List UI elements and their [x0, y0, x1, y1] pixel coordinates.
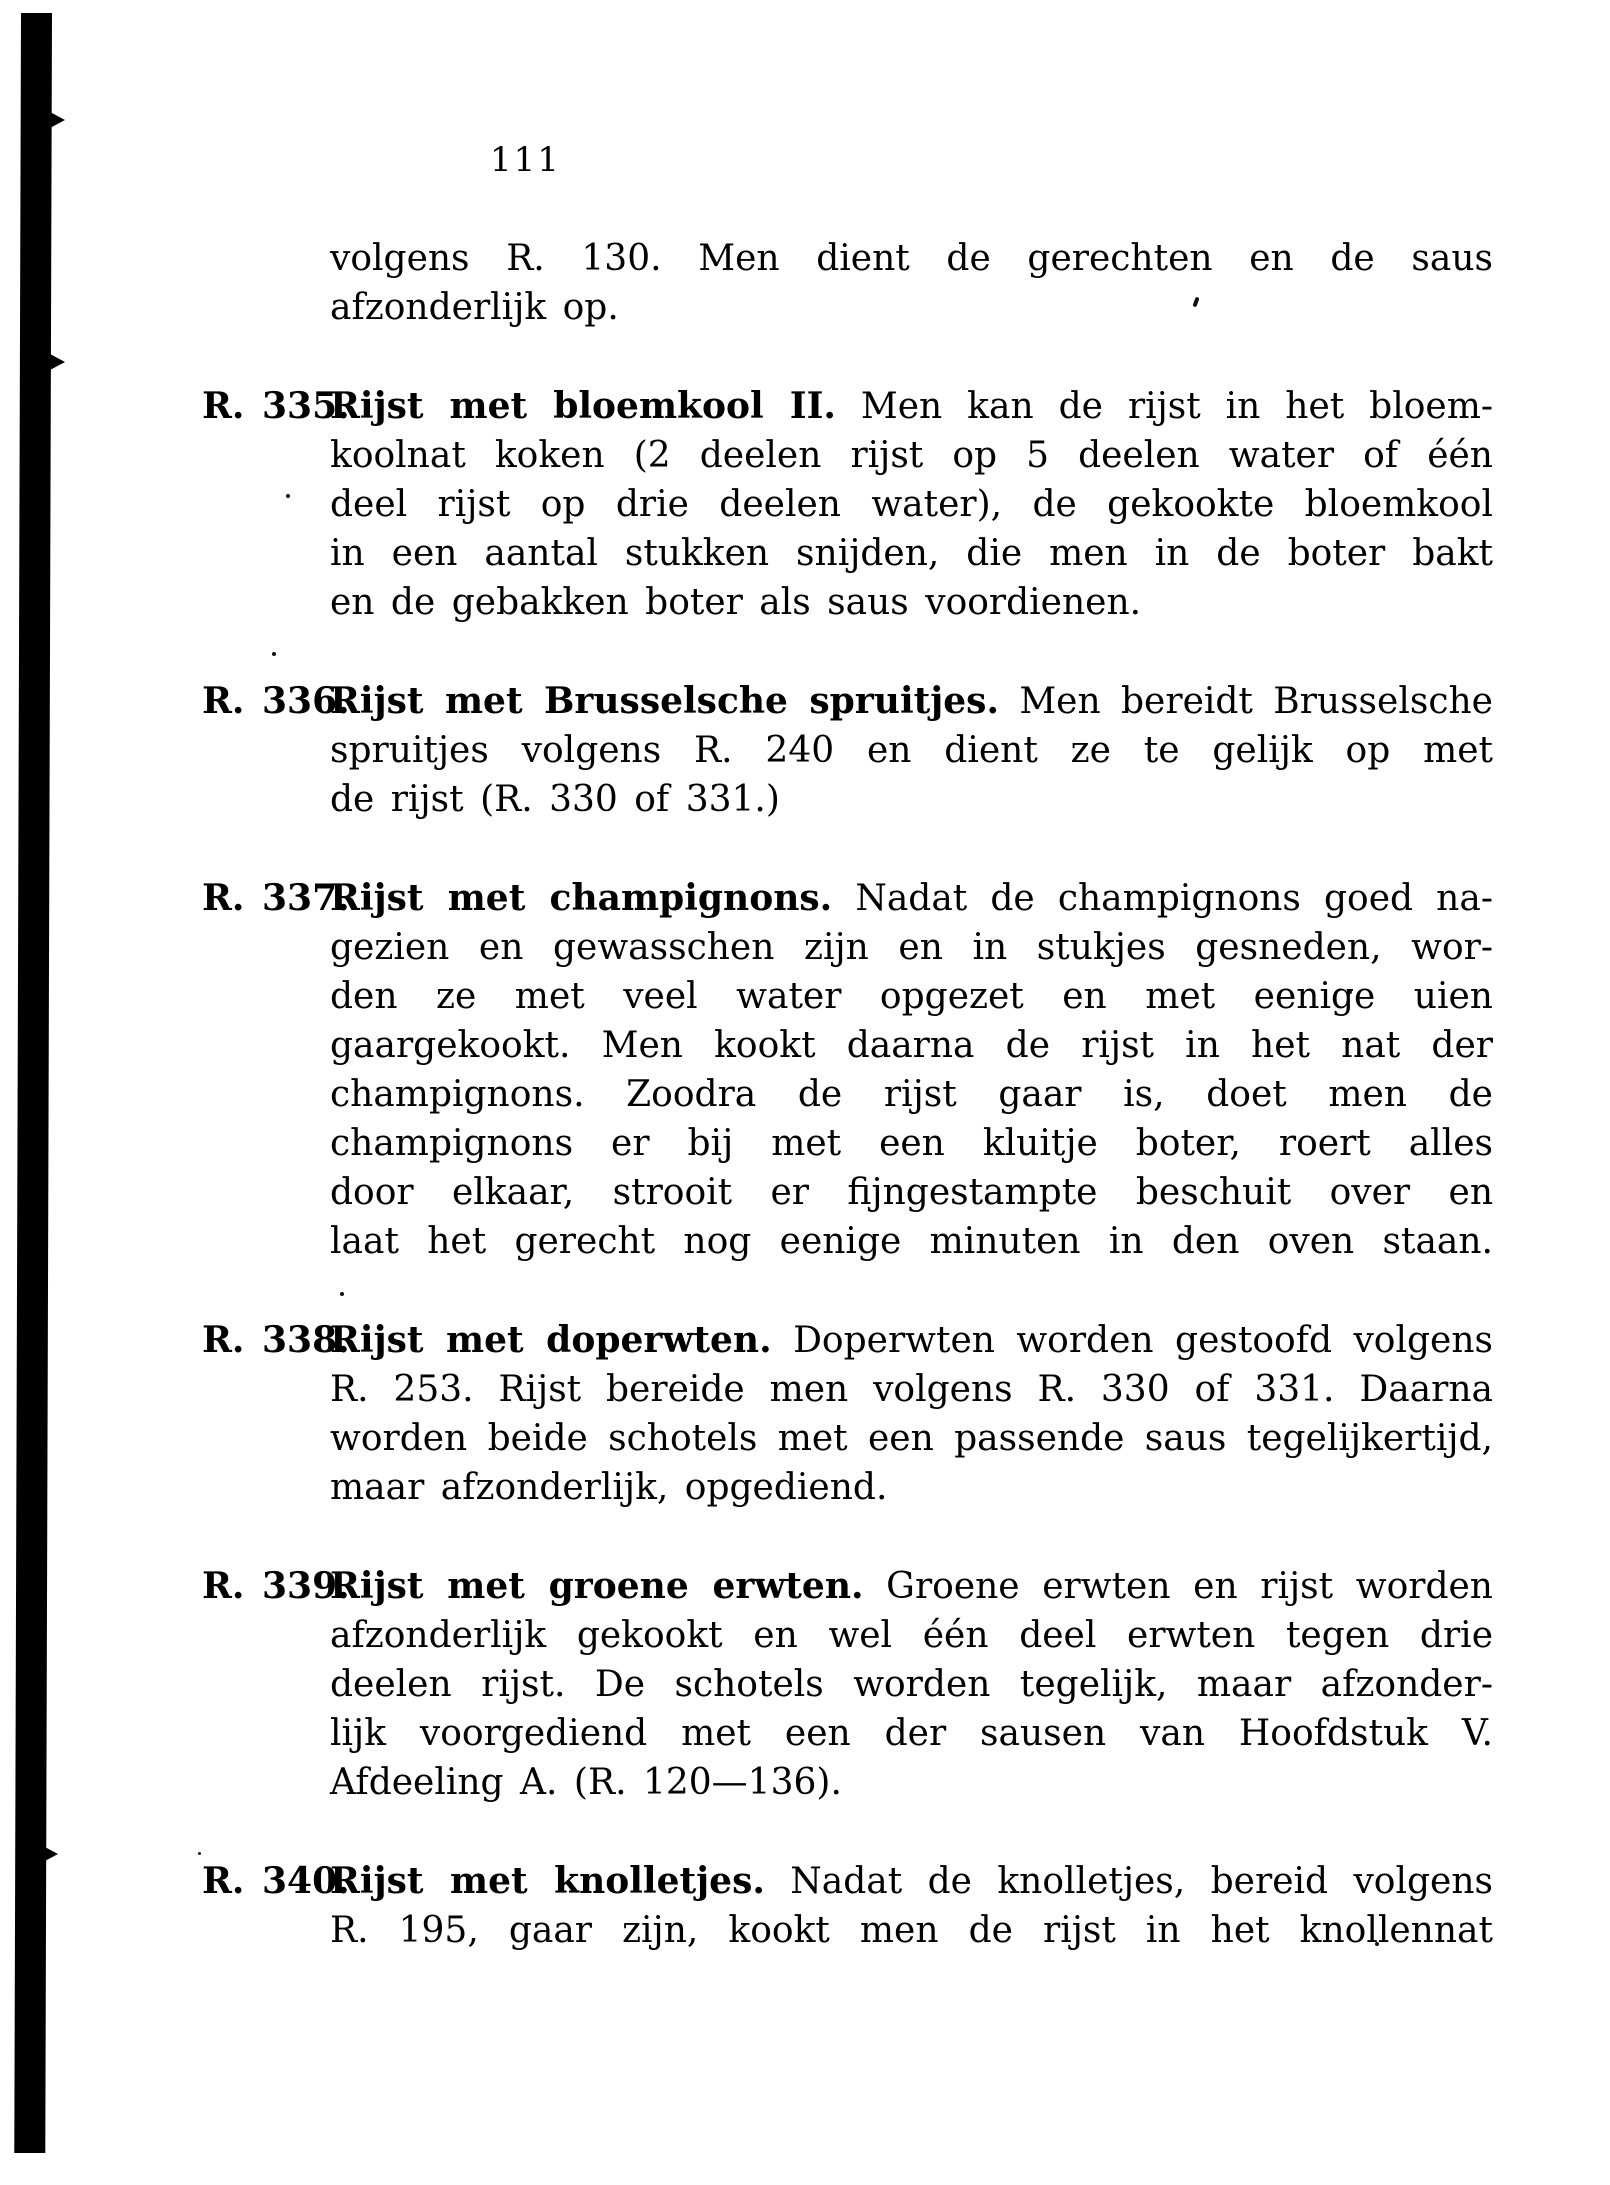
- page-number: 111: [490, 140, 561, 180]
- text-line: Rijst met knolletjes. Nadat de knolletjes, bereid volgens: [330, 1860, 1493, 1902]
- text-line: R. 253. Rijst bereide men volgens R. 330 of 331. Daarna: [330, 1369, 1493, 1410]
- recipe-335: [202, 382, 1493, 627]
- text-line: afzonderlijk op.: [330, 287, 619, 328]
- intro-paragraph: [330, 234, 1493, 332]
- text-line: champignons. Zoodra de rijst gaar is, doet men de: [330, 1074, 1493, 1115]
- text-line: den ze met veel water opgezet en met eenige uien: [330, 976, 1493, 1017]
- text-line: Rijst met champignons. Nadat de champignons goed na-: [330, 877, 1493, 919]
- scan-speck: [272, 652, 276, 656]
- text-line: R. 195, gaar zijn, kookt men de rijst in het knollennat: [330, 1910, 1493, 1951]
- recipe-label: R. 340.: [202, 1860, 350, 1902]
- text-line: volgens R. 130. Men dient de gerechten en de saus: [330, 238, 1493, 279]
- text-line: spruitjes volgens R. 240 en dient ze te gelijk op met: [330, 730, 1493, 771]
- text-line: koolnat koken (2 deelen rijst op 5 deelen water of één: [330, 435, 1493, 476]
- text-column: [202, 234, 1493, 2005]
- scan-edge-artifact: [50, 354, 65, 370]
- recipe-title: Rijst met groene erwten.: [330, 1565, 864, 1607]
- scan-binding-bar: [14, 13, 52, 2153]
- text-line: afzonderlijk gekookt en wel één deel erwten tegen drie: [330, 1615, 1493, 1656]
- recipe-336: [202, 677, 1493, 824]
- recipe-339: [202, 1562, 1493, 1807]
- recipe-label: R. 336.: [202, 680, 350, 722]
- recipes: [202, 382, 1493, 1955]
- text-line: en de gebakken boter als saus voordienen.: [330, 582, 1142, 623]
- recipe-label: R. 335.: [202, 385, 350, 427]
- text-line: Rijst met groene erwten. Groene erwten en rijst worden: [330, 1565, 1493, 1607]
- recipe-label: R. 339.: [202, 1565, 350, 1607]
- text-line: in een aantal stukken snijden, die men in de boter bakt: [330, 533, 1493, 574]
- recipe-title: Rijst met knolletjes.: [330, 1860, 765, 1902]
- text-line: Rijst met bloemkool II. Men kan de rijst in het bloem-: [330, 385, 1493, 427]
- text-line: Rijst met doperwten. Doperwten worden gestoofd volgens: [330, 1319, 1493, 1361]
- recipe-label: R. 338.: [202, 1319, 350, 1361]
- recipe-title: Rijst met bloemkool II.: [330, 385, 836, 427]
- text-line: gaargekookt. Men kookt daarna de rijst in het nat der: [330, 1025, 1493, 1066]
- text-line: laat het gerecht nog eenige minuten in den oven staan.: [330, 1221, 1493, 1262]
- text-line: maar afzonderlijk, opgediend.: [330, 1467, 888, 1508]
- scan-speck: [286, 494, 290, 498]
- recipe-label: R. 337.: [202, 877, 350, 919]
- text-line: gezien en gewasschen zijn en in stukjes gesneden, wor-: [330, 927, 1493, 968]
- scan-edge-artifact: [43, 1846, 58, 1862]
- text-line: worden beide schotels met een passende saus tegelijkertijd,: [330, 1418, 1493, 1459]
- text-line: deel rijst op drie deelen water), de gekookte bloemkool: [330, 484, 1493, 525]
- text-line: door elkaar, strooit er fijngestampte beschuit over en: [330, 1172, 1493, 1213]
- text-line: Afdeeling A. (R. 120—136).: [330, 1762, 842, 1803]
- recipe-337: [202, 874, 1493, 1266]
- text-line: lijk voorgediend met een der sausen van Hoofdstuk V.: [330, 1713, 1493, 1754]
- text-line: Rijst met Brusselsche spruitjes. Men bereidt Brusselsche: [330, 680, 1493, 722]
- recipe-title: Rijst met doperwten.: [330, 1319, 772, 1361]
- scan-speck: [198, 1852, 201, 1855]
- recipe-338: [202, 1316, 1493, 1512]
- scan-edge-artifact: [50, 112, 65, 128]
- text-line: deelen rijst. De schotels worden tegelijk, maar afzonder-: [330, 1664, 1493, 1705]
- text-line: champignons er bij met een kluitje boter, roert alles: [330, 1123, 1493, 1164]
- text-line: de rijst (R. 330 of 331.): [330, 779, 780, 820]
- recipe-340: [202, 1857, 1493, 1955]
- recipe-title: Rijst met champignons.: [330, 877, 833, 919]
- recipe-title: Rijst met Brusselsche spruitjes.: [330, 680, 999, 722]
